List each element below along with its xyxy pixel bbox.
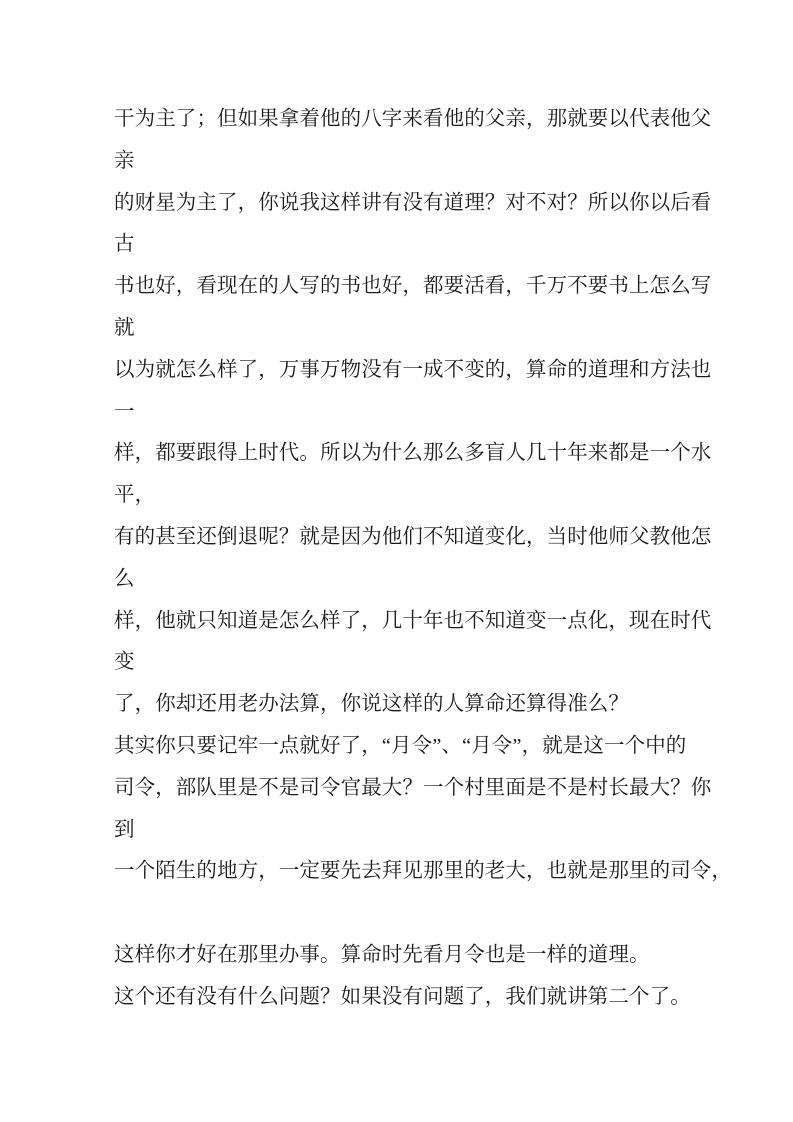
text-line: 一个陌生的地方，一定要先去拜见那里的老大，也就是那里的司令， (114, 860, 732, 883)
text-line: 其实你只要记牢一点就好了，“月令”、“月令”，就是这一个中的 (114, 734, 687, 757)
text-line: 到 (114, 818, 135, 841)
text-line: 干为主了；但如果拿着他的八字来看他的父亲，那就要以代表他父 (114, 108, 712, 130)
text-line: 这样你才好在那里办事。算命时先看月令也是一样的道理。 (114, 943, 650, 966)
text-line: 样，他就只知道是怎么样了，几十年也不知道变一点化，现在时代 (114, 609, 712, 632)
text-line: 一 (114, 400, 135, 423)
text-line: 就 (114, 316, 135, 339)
text-line: 这个还有没有什么问题？如果没有问题了，我们就讲第二个了。 (114, 985, 691, 1008)
text-line: 的财星为主了，你说我这样讲有没有道理？对不对？所以你以后看 (114, 191, 712, 214)
text-line: 有的甚至还倒退呢？就是因为他们不知道变化，当时他师父教他怎 (114, 525, 712, 548)
text-line: 样，都要跟得上时代。所以为什么那么多盲人几十年来都是一个水 (114, 442, 712, 465)
text-line-blank (114, 893, 714, 935)
text-line: 平， (114, 484, 156, 507)
text-line: 古 (114, 233, 135, 256)
text-line: 了，你却还用老办法算，你说这样的人算命还算得准么？ (114, 693, 629, 716)
text-line: 亲 (114, 149, 135, 172)
text-line: 么 (114, 567, 135, 590)
text-line: 书也好，看现在的人写的书也好，都要活看，千万不要书上怎么写 (114, 275, 712, 298)
document-text-block (114, 99, 732, 1019)
text-line: 变 (114, 651, 135, 674)
text-line: 司令，部队里是不是司令官最大？一个村里面是不是村长最大？你 (114, 776, 712, 799)
text-line: 以为就怎么样了，万事万物没有一成不变的，算命的道理和方法也 (114, 358, 712, 381)
